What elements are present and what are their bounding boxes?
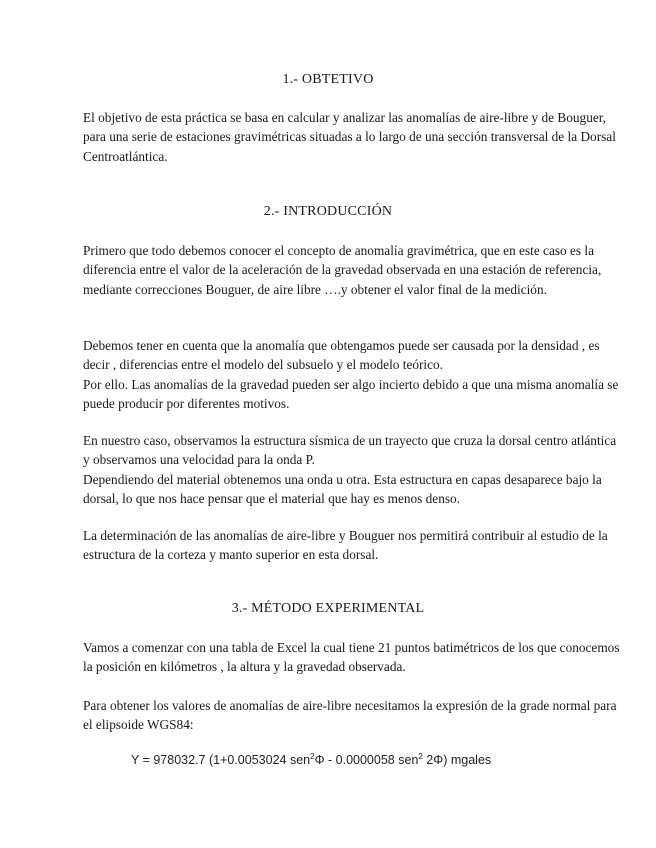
paragraph-line: Por ello. Las anomalías de la gravedad pueden ser algo incierto debido a que una misma anomalía se puede producir por diferentes motivos. <box>83 376 619 412</box>
formula-exponent: 2 <box>418 752 423 761</box>
paragraph-intro-3 <box>83 431 623 509</box>
paragraph-line: La determinación de las anomalías de aire-libre y Bouguer nos permitirá contribuir al estudio de la estructura de la corteza y manto superior en esta dorsal. <box>83 528 608 563</box>
paragraph-line: En nuestro caso, observamos la estructura sísmica de un trayecto que cruza la dorsal centro atlántica y observamos una velocidad para la onda P. <box>83 433 617 468</box>
section-heading-objetivo: 1.- OBTETIVO <box>282 72 374 87</box>
paragraph-metodo-2 <box>83 696 623 735</box>
formula-part: Φ - 0.0000058 sen <box>314 753 419 767</box>
paragraph-metodo-1 <box>83 638 623 677</box>
gravity-formula <box>131 753 491 767</box>
paragraph-line: Debemos tener en cuenta que la anomalía que obtengamos puede ser causada por la densidad , es decir , diferencias entre el modelo del subsuelo y el modelo teórico. <box>83 338 600 373</box>
paragraph-intro-4 <box>83 526 623 565</box>
paragraph-line: Para obtener los valores de anomalías de aire-libre necesitamos la expresión de la grade normal para el elipsoide WGS84: <box>83 698 617 733</box>
paragraph-intro-1 <box>83 241 623 299</box>
section-heading-introduccion: 2.- INTRODUCCIÓN <box>263 204 393 219</box>
paragraph-objetivo <box>83 108 623 166</box>
paragraph-line: Dependiendo del material obtenemos una onda u otra. Esta estructura en capas desaparece bajo la dorsal, lo que nos hace pensar que el material que hay es menos denso. <box>83 471 602 507</box>
formula-part: Υ = 978032.7 (1+0.0053024 sen <box>131 753 311 767</box>
paragraph-line: Primero que todo debemos conocer el concepto de anomalía gravimétrica, que en este caso es la diferencia entre el valor de la aceleración de la gravedad observada en una estación de referencia, mediante correcciones Bouguer, de aire libre ….y obtener el valor final de la medición. <box>83 243 602 297</box>
paragraph-line: El objetivo de esta práctica se basa en calcular y analizar las anomalías de aire-libre y de Bouguer, para una serie de estaciones gravimétricas situadas a lo largo de una sección transversal de la Dorsal Centroatlántica. <box>83 110 616 164</box>
paragraph-line: Vamos a comenzar con una tabla de Excel la cual tiene 21 puntos batimétricos de los que conocemos la posición en kilómetros , la altura y la gravedad observada. <box>83 640 620 675</box>
paragraph-intro-2 <box>83 336 623 414</box>
section-heading-metodo: 3.- MÉTODO EXPERIMENTAL <box>231 601 425 616</box>
formula-part: 2Φ) mgales <box>422 753 492 767</box>
formula-exponent: 2 <box>310 752 315 761</box>
